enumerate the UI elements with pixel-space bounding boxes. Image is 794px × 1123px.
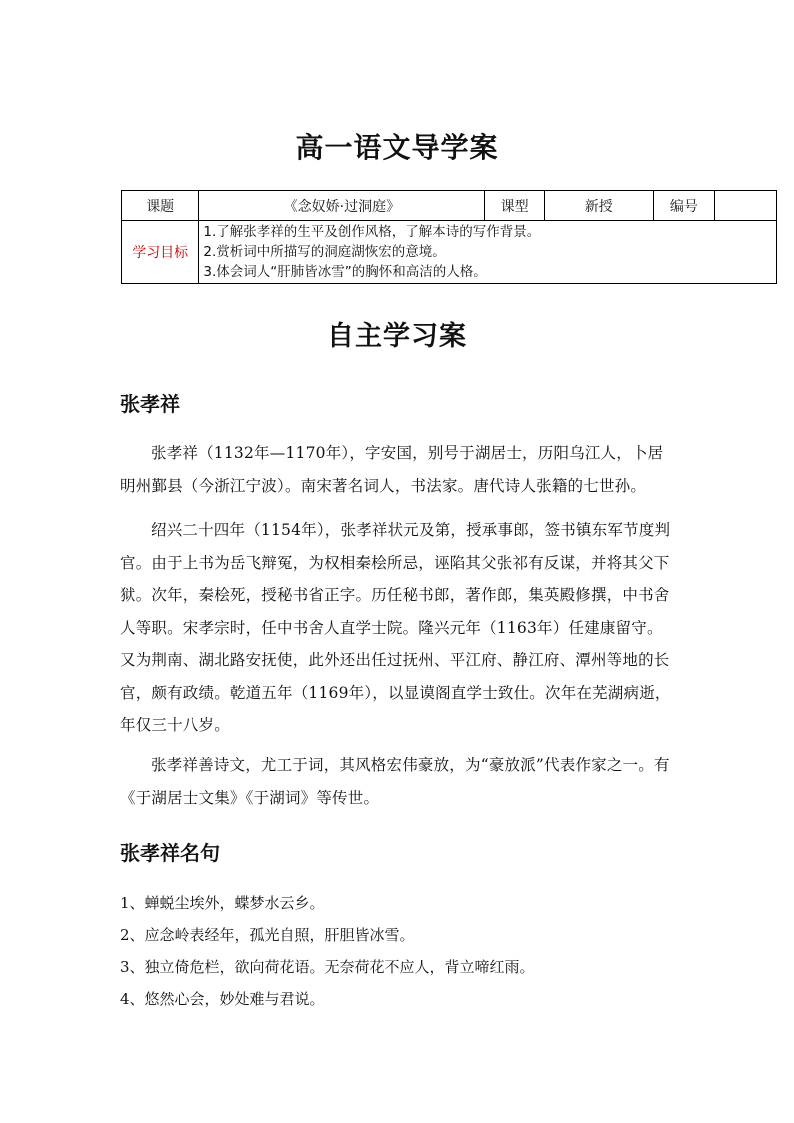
number-value	[715, 191, 777, 221]
quotes-heading: 张孝祥名句	[120, 841, 220, 865]
section-title: 自主学习案	[327, 321, 467, 352]
bio-paragraph: 绍兴二十四年（1154年），张孝祥状元及第，授承事郎，签书镇东军节度判官。由于上书为岳飞辩冤，为权相秦桧所忌，诬陷其父张祁有反谋，并将其父下狱。次年，秦桧死，授秘书省正字。历任秘书郎，著作郎，集英殿修撰，中书舍人等职。宋孝宗时，任中书舍人直学士院。隆兴元年（1163年）任建康留守。又为荆南、湖北路安抚使，此外还出任过抚州、平江府、静江府、潭州等地的长官，颇有政绩。乾道五年（1169年），以显谟阁直学士致仕。次年在芜湖病逝，年仅三十八岁。	[120, 521, 671, 734]
topic-label: 课题	[122, 191, 199, 221]
bio-paragraph: 张孝祥（1132年—1170年），字安国，别号于湖居士，历阳乌江人，卜居明州鄞县（今浙江宁波）。南宋著名词人，书法家。唐代诗人张籍的七世孙。	[120, 444, 664, 495]
number-label: 编号	[653, 191, 715, 221]
goal-item: 1.了解张孝祥的生平及创作风格，了解本诗的写作背景。	[203, 224, 541, 240]
quote-item: 1、蝉蜕尘埃外，蝶梦水云乡。	[120, 894, 325, 912]
quote-item: 4、悠然心会，妙处难与君说。	[120, 990, 325, 1008]
goals-list	[199, 221, 777, 284]
goals-label: 学习目标	[122, 221, 199, 284]
type-value: 新授	[544, 191, 653, 221]
info-row-topic	[122, 191, 777, 221]
type-label: 课型	[485, 191, 544, 221]
goal-item: 3.体会词人“肝肺皆冰雪”的胸怀和高洁的人格。	[203, 264, 487, 280]
info-row-goals	[122, 221, 777, 284]
author-heading: 张孝祥	[120, 392, 180, 416]
quote-item: 3、独立倚危栏，欲向荷花语。无奈荷花不应人，背立啼红雨。	[120, 958, 535, 976]
topic-value: 《念奴娇·过洞庭》	[199, 191, 485, 221]
goal-item: 2.赏析词中所描写的洞庭湖恢宏的意境。	[203, 244, 446, 260]
page-title: 高一语文导学案	[295, 131, 499, 164]
bio-paragraph: 张孝祥善诗文，尤工于词，其风格宏伟豪放，为“豪放派”代表作家之一。有《于湖居士文集》《于湖词》等传世。	[120, 756, 670, 807]
quote-item: 2、应念岭表经年，孤光自照，肝胆皆冰雪。	[120, 926, 415, 944]
info-table	[121, 190, 777, 284]
